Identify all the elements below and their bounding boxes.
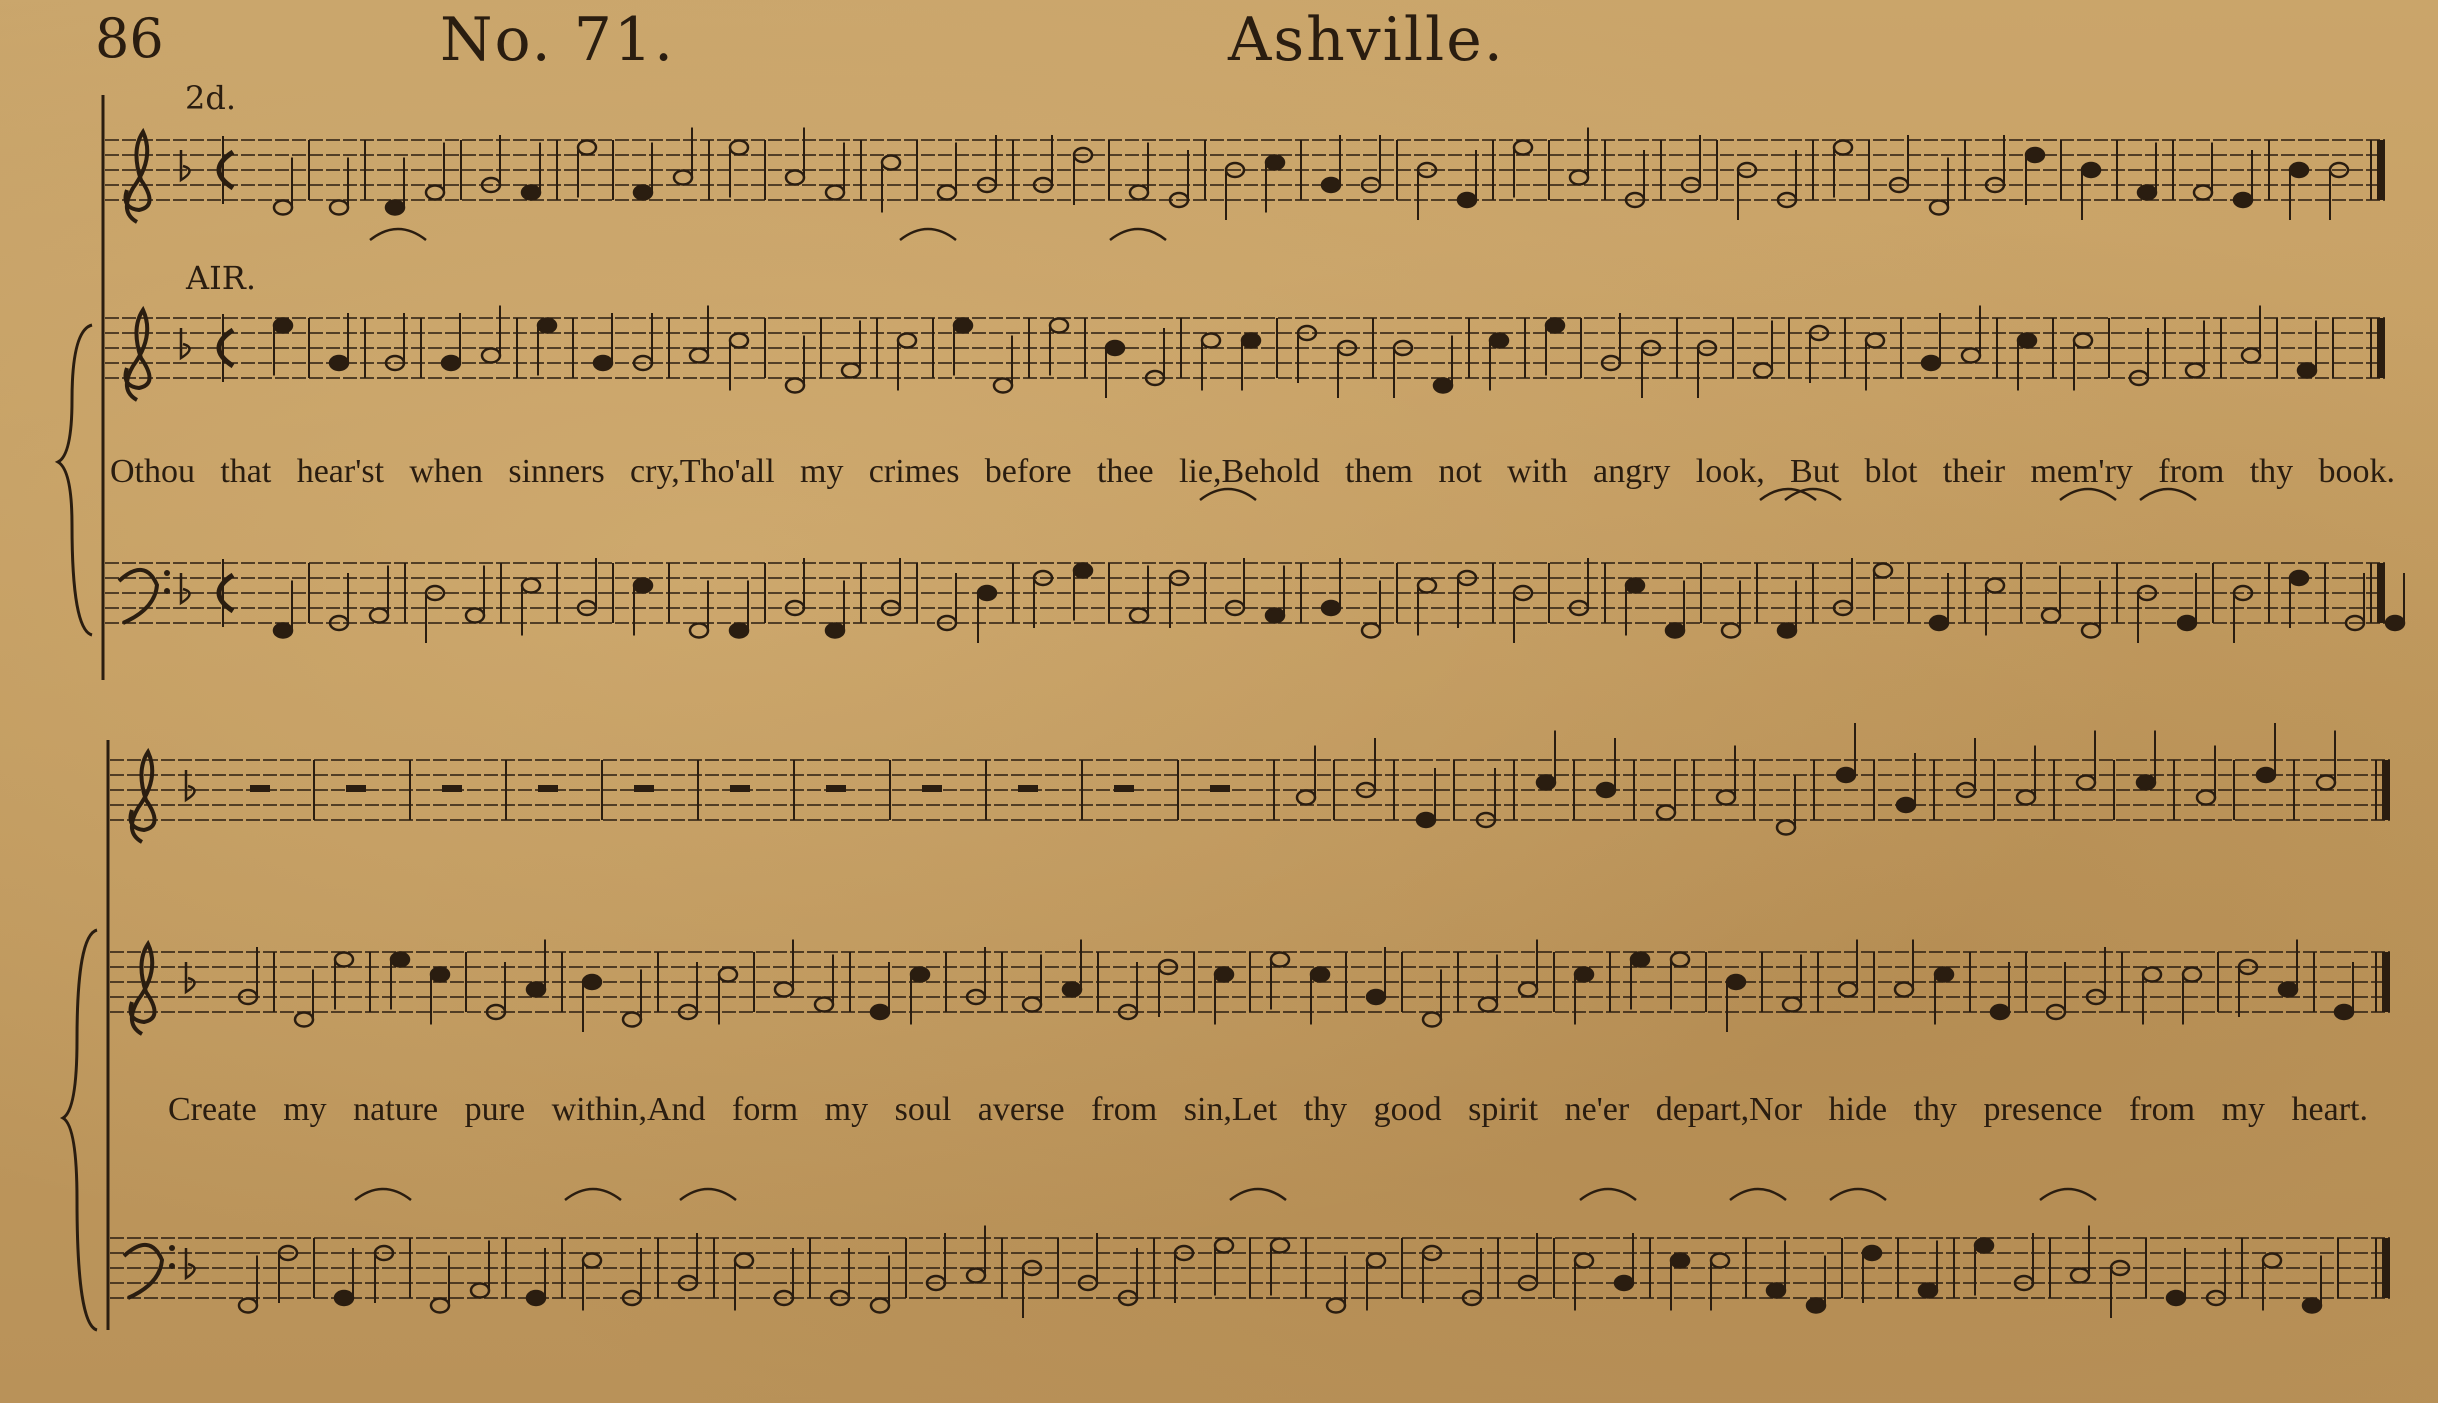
note-head xyxy=(1991,1005,2009,1019)
note-head xyxy=(1130,186,1148,200)
note-head xyxy=(690,624,708,638)
note-head xyxy=(2138,186,2156,200)
note-head xyxy=(1807,1299,1825,1313)
note-head xyxy=(1711,1254,1729,1268)
note-head xyxy=(623,1013,641,1027)
note-head xyxy=(882,156,900,170)
whole-rest-icon xyxy=(730,785,750,792)
whole-rest-icon xyxy=(922,785,942,792)
note-head xyxy=(2257,768,2275,782)
note-head xyxy=(1458,193,1476,207)
note-head xyxy=(330,201,348,215)
note-head xyxy=(1479,998,1497,1012)
note-head xyxy=(335,1291,353,1305)
note-head xyxy=(1202,334,1220,348)
note-head xyxy=(1297,791,1315,805)
note-head xyxy=(634,579,652,593)
note-head xyxy=(1322,601,1340,615)
note-head xyxy=(735,1254,753,1268)
note-head xyxy=(522,186,540,200)
note-head xyxy=(274,624,292,638)
note-head xyxy=(466,609,484,623)
note-head xyxy=(2082,624,2100,638)
slur xyxy=(370,229,426,240)
note-head xyxy=(2386,616,2404,630)
tune-title: Ashville. xyxy=(1228,5,1505,75)
note-head xyxy=(431,1299,449,1313)
note-head xyxy=(2298,364,2316,378)
note-head xyxy=(2194,186,2212,200)
note-head xyxy=(1362,624,1380,638)
note-head xyxy=(1063,983,1081,997)
note-head xyxy=(1519,983,1537,997)
note-head xyxy=(1215,968,1233,982)
slur xyxy=(1830,1189,1886,1200)
bass-clef-dot xyxy=(169,1263,175,1269)
note-head xyxy=(1215,1239,1233,1253)
note-head xyxy=(2077,776,2095,790)
note-head xyxy=(583,975,601,989)
note-head xyxy=(911,968,929,982)
treble-clef-icon xyxy=(131,944,155,1034)
slur xyxy=(1200,489,1256,500)
note-head xyxy=(1895,983,1913,997)
note-head xyxy=(954,319,972,333)
note-head xyxy=(690,349,708,363)
note-head xyxy=(1570,171,1588,185)
note-head xyxy=(978,586,996,600)
note-head xyxy=(2018,334,2036,348)
lyric-verse-2: Create my nature pure within,And form my soul averse from sin,Let thy good spirit ne'er depart,Nor hide thy presence from my heart. xyxy=(168,1091,2368,1128)
note-head xyxy=(370,609,388,623)
staff xyxy=(110,723,2390,842)
note-head xyxy=(1919,1284,1937,1298)
note-head xyxy=(1514,141,1532,155)
note-head xyxy=(730,141,748,155)
note-head xyxy=(786,171,804,185)
brace xyxy=(58,325,92,635)
note-head xyxy=(2143,968,2161,982)
note-head xyxy=(786,379,804,393)
note-head xyxy=(1597,783,1615,797)
note-head xyxy=(2335,1005,2353,1019)
note-head xyxy=(1434,379,1452,393)
note-head xyxy=(967,1269,985,1283)
whole-rest-icon xyxy=(1210,785,1230,792)
note-head xyxy=(1106,341,1124,355)
note-head xyxy=(330,356,348,370)
whole-rest-icon xyxy=(826,785,846,792)
note-head xyxy=(2263,1254,2281,1268)
whole-rest-icon xyxy=(1018,785,1038,792)
note-head xyxy=(1874,564,1892,578)
tune-number: No. 71. xyxy=(440,5,676,75)
note-head xyxy=(842,364,860,378)
note-head xyxy=(527,983,545,997)
slur xyxy=(1730,1189,1786,1200)
note-head xyxy=(1839,983,1857,997)
final-bar xyxy=(2382,1238,2390,1298)
treble-clef-icon xyxy=(131,752,155,842)
note-head xyxy=(1575,1254,1593,1268)
note-head xyxy=(442,356,460,370)
note-head xyxy=(871,1005,889,1019)
note-head xyxy=(1834,141,1852,155)
part-label-second: 2d. xyxy=(185,79,237,117)
note-head xyxy=(2242,349,2260,363)
whole-rest-icon xyxy=(538,785,558,792)
note-head xyxy=(2042,609,2060,623)
note-head xyxy=(431,968,449,982)
note-head xyxy=(674,171,692,185)
note-head xyxy=(1671,1254,1689,1268)
whole-rest-icon xyxy=(346,785,366,792)
note-head xyxy=(1930,616,1948,630)
final-bar xyxy=(2382,760,2390,820)
note-head xyxy=(1837,768,1855,782)
slur xyxy=(2060,489,2116,500)
note-head xyxy=(1023,998,1041,1012)
note-head xyxy=(815,998,833,1012)
note-head xyxy=(1266,609,1284,623)
slur xyxy=(1230,1189,1286,1200)
part-label-air: AIR. xyxy=(186,259,257,297)
staff xyxy=(110,1226,2390,1319)
note-head xyxy=(1783,998,1801,1012)
note-head xyxy=(1962,349,1980,363)
note-head xyxy=(538,319,556,333)
note-head xyxy=(2183,968,2201,982)
note-head xyxy=(1930,201,1948,215)
note-head xyxy=(578,141,596,155)
note-head xyxy=(1671,953,1689,967)
slur xyxy=(355,1189,411,1200)
note-head xyxy=(826,624,844,638)
note-head xyxy=(719,968,737,982)
note-head xyxy=(1322,178,1340,192)
note-head xyxy=(1922,356,1940,370)
note-head xyxy=(871,1299,889,1313)
note-head xyxy=(1986,579,2004,593)
slur xyxy=(2040,1189,2096,1200)
note-head xyxy=(239,1299,257,1313)
note-head xyxy=(1327,1299,1345,1313)
note-head xyxy=(1311,968,1329,982)
note-head xyxy=(1666,624,1684,638)
brace xyxy=(63,930,97,1330)
note-head xyxy=(1975,1239,1993,1253)
slur xyxy=(1580,1189,1636,1200)
note-head xyxy=(274,201,292,215)
note-head xyxy=(938,186,956,200)
staff xyxy=(105,128,2385,223)
note-head xyxy=(2178,616,2196,630)
note-head xyxy=(1767,1284,1785,1298)
note-head xyxy=(1657,806,1675,820)
staff xyxy=(105,558,2404,643)
treble-clef-icon xyxy=(126,132,150,222)
note-head xyxy=(2290,163,2308,177)
note-head xyxy=(1367,990,1385,1004)
note-head xyxy=(1418,579,1436,593)
note-head xyxy=(1367,1254,1385,1268)
note-head xyxy=(1778,624,1796,638)
staff xyxy=(105,306,2385,401)
note-head xyxy=(1423,1013,1441,1027)
bass-clef-dot xyxy=(164,570,170,576)
bass-clef-icon xyxy=(119,570,157,623)
note-head xyxy=(2290,571,2308,585)
note-head xyxy=(583,1254,601,1268)
note-head xyxy=(482,349,500,363)
note-head xyxy=(1130,609,1148,623)
note-head xyxy=(1050,319,1068,333)
note-head xyxy=(1074,564,1092,578)
note-head xyxy=(775,983,793,997)
whole-rest-icon xyxy=(1114,785,1134,792)
note-head xyxy=(471,1284,489,1298)
note-head xyxy=(2074,334,2092,348)
note-head xyxy=(994,379,1012,393)
note-head xyxy=(1722,624,1740,638)
note-head xyxy=(522,579,540,593)
note-head xyxy=(1417,813,1435,827)
whole-rest-icon xyxy=(634,785,654,792)
note-head xyxy=(391,953,409,967)
note-head xyxy=(2234,193,2252,207)
note-head xyxy=(2137,776,2155,790)
note-head xyxy=(1863,1246,1881,1260)
note-head xyxy=(1754,364,1772,378)
note-head xyxy=(1575,968,1593,982)
note-head xyxy=(2317,776,2335,790)
note-head xyxy=(335,953,353,967)
note-head xyxy=(2186,364,2204,378)
bass-clef-dot xyxy=(164,588,170,594)
note-head xyxy=(1717,791,1735,805)
note-head xyxy=(274,319,292,333)
note-head xyxy=(1626,579,1644,593)
bass-clef-icon xyxy=(124,1245,162,1298)
note-head xyxy=(1631,953,1649,967)
final-bar xyxy=(2377,318,2385,378)
note-head xyxy=(1271,953,1289,967)
note-head xyxy=(386,201,404,215)
note-head xyxy=(1727,975,1745,989)
lyric-verse-1: Othou that hear'st when sinners cry,Tho'all my crimes before thee lie,Behold them not with angry look, But blot their mem'ry from thy book. xyxy=(110,453,2395,490)
note-head xyxy=(2026,148,2044,162)
bass-clef-dot xyxy=(169,1245,175,1251)
note-head xyxy=(2017,791,2035,805)
note-head xyxy=(2167,1291,2185,1305)
final-bar xyxy=(2377,140,2385,200)
slur xyxy=(900,229,956,240)
note-head xyxy=(1537,776,1555,790)
treble-clef-icon xyxy=(126,310,150,400)
note-head xyxy=(527,1291,545,1305)
slur xyxy=(680,1189,736,1200)
note-head xyxy=(1897,798,1915,812)
whole-rest-icon xyxy=(250,785,270,792)
note-head xyxy=(1615,1276,1633,1290)
slur xyxy=(565,1189,621,1200)
note-head xyxy=(898,334,916,348)
note-head xyxy=(1777,821,1795,835)
note-head xyxy=(730,624,748,638)
whole-rest-icon xyxy=(442,785,462,792)
staff xyxy=(110,940,2390,1035)
note-head xyxy=(634,186,652,200)
note-head xyxy=(1271,1239,1289,1253)
final-bar xyxy=(2382,952,2390,1012)
note-head xyxy=(1242,334,1260,348)
note-head xyxy=(730,334,748,348)
page-number: 86 xyxy=(95,7,164,70)
note-head xyxy=(1935,968,1953,982)
slur xyxy=(1110,229,1166,240)
final-bar xyxy=(2377,563,2385,623)
note-head xyxy=(426,186,444,200)
note-head xyxy=(2071,1269,2089,1283)
note-head xyxy=(1490,334,1508,348)
note-head xyxy=(2197,791,2215,805)
note-head xyxy=(1546,319,1564,333)
note-head xyxy=(826,186,844,200)
note-head xyxy=(594,356,612,370)
note-head xyxy=(2279,983,2297,997)
note-head xyxy=(1866,334,1884,348)
note-head xyxy=(1266,156,1284,170)
slur xyxy=(2140,489,2196,500)
note-head xyxy=(2303,1299,2321,1313)
note-head xyxy=(2082,163,2100,177)
note-head xyxy=(295,1013,313,1027)
